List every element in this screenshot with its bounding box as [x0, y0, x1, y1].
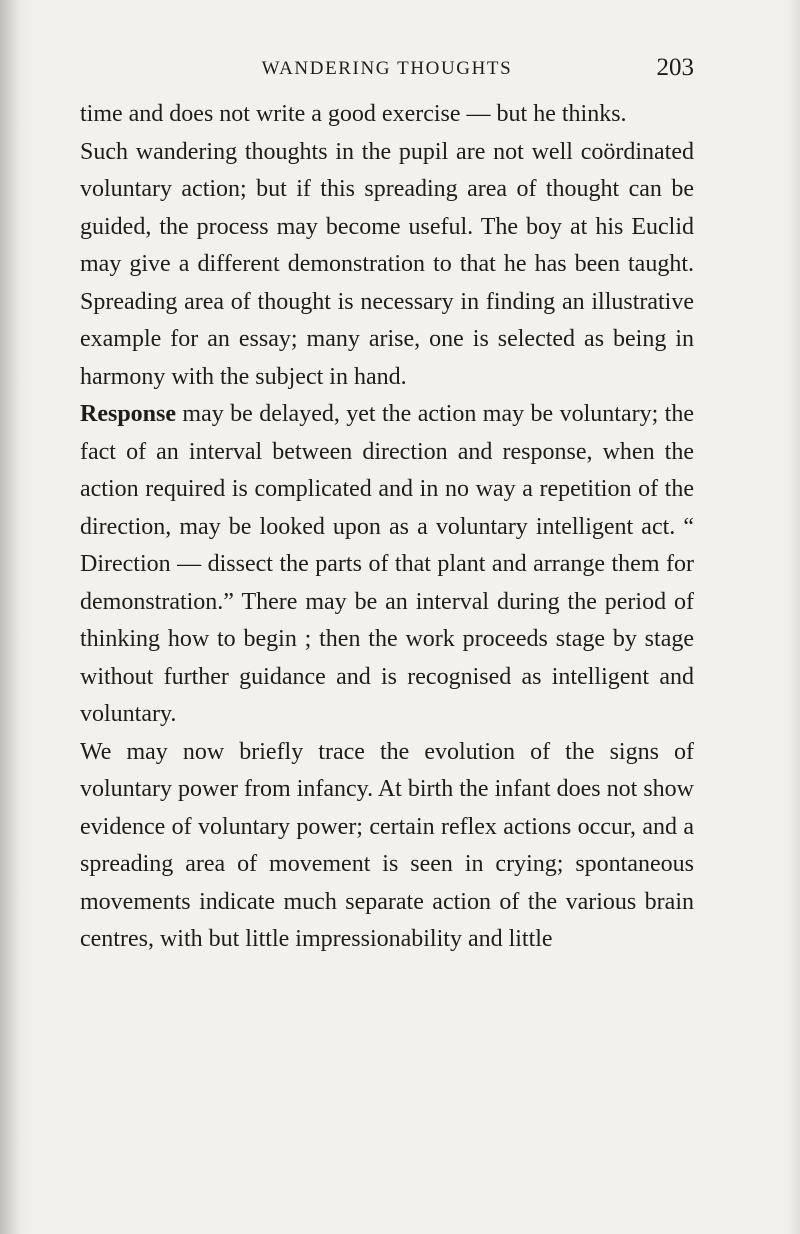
paragraph-response — [80, 396, 694, 734]
page-number: 203 — [656, 54, 694, 81]
body-text — [80, 96, 694, 959]
paragraph-wandering-thoughts: Such wandering thoughts in the pupil are not well coördinated voluntary action; but if this spreading area of thought can be guided, the process may become useful. The boy at his Euclid may give a different demonstration to that he has been taught. Spreading area of thought is necessary in finding an illustrative example for an essay; many arise, one is selected as being in harmony with the subject in hand. — [80, 138, 694, 390]
paragraph-evolution: We may now briefly trace the evolution of the signs of voluntary power from infancy. At birth the infant does not show evidence of voluntary power; certain reflex actions occur, and a spreading area of movement is seen in crying; spontaneous movements indicate much separate action of the various brain centres, with but little impressionability and little — [80, 738, 694, 952]
page-edge-shadow-right — [786, 0, 800, 1234]
paragraph-continuation: time and does not write a good exercise — but he thinks. — [80, 101, 627, 127]
running-title: WANDERING THOUGHTS — [261, 58, 513, 79]
paragraph-lead-term: Response — [80, 401, 177, 427]
running-head — [80, 52, 694, 88]
page-edge-shadow — [0, 0, 34, 1234]
paragraph-response-text: may be delayed, yet the action may be voluntary; the fact of an interval between direction and response, when the action required is complicated and in no way a repetition of the direction, may be looked upon as a voluntary intelligent act. “ Direction — dissect the parts of that plant and arrange them for demonstration.” There may be an interval during the period of thinking how to begin ; then the work proceeds stage by stage without further guidance and is recognised as intelligent and voluntary. — [80, 401, 694, 727]
